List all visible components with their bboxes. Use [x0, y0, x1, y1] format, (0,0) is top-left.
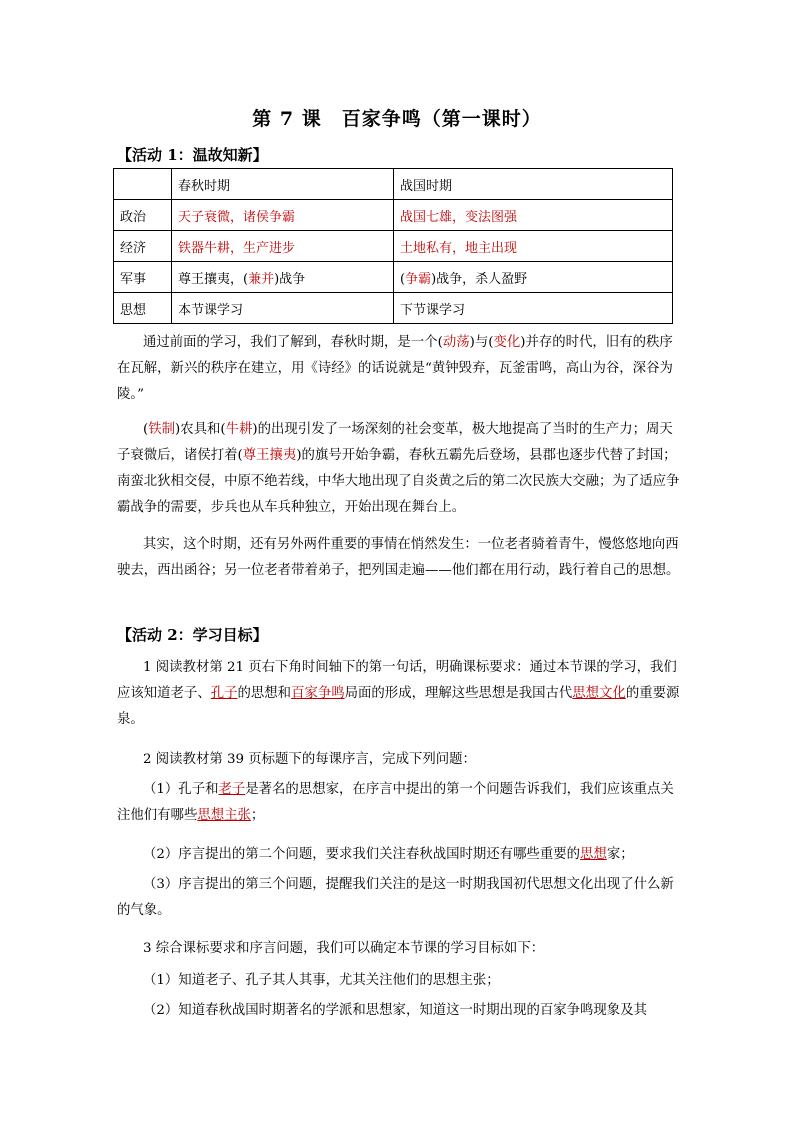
table-header-cell: 春秋时期: [172, 169, 394, 200]
comparison-table: [113, 168, 673, 324]
table-row: [114, 231, 673, 262]
answer-text: 孔子: [210, 686, 238, 701]
question-1: [117, 777, 682, 829]
spring-cell: 本节课学习: [172, 293, 394, 324]
learning-goal-2: （2）知道春秋战国时期著名的学派和思想家，知道这一时期出现的百家争鸣现象及其: [143, 1003, 647, 1018]
answer-text: 争霸: [405, 271, 432, 287]
table-header-row: [114, 169, 673, 200]
answer-text: 动荡: [442, 335, 470, 350]
paragraph-intro: [117, 330, 682, 408]
paragraph-society: [117, 417, 682, 521]
para-text: 的思想和: [237, 686, 292, 701]
activity2-heading: 【活动 2：学习目标】: [117, 626, 268, 644]
spring-cell: [172, 262, 394, 293]
para-text: 的重要源泉。: [117, 686, 680, 727]
table-header-cell: [114, 169, 172, 200]
para-text: 家；: [606, 847, 634, 862]
para-text: 是著名的思想家，在序言中提出的第一个问题告诉我们，我们应该重点关注他们有哪些: [117, 782, 674, 823]
para-text: )的旗号开始争霸，春秋五霸先后登场，县郡也逐步代替了封国；南蛮北狄相交侵，中原不绝若线，中华大地出现了自炎黄之后的第二次民族大交融；为了适应争霸战争的需要，步兵也从车兵种独立，开始出现在舞台上。: [117, 448, 680, 515]
warring-cell: [394, 262, 673, 293]
para-text: （1）孔子和: [143, 782, 219, 797]
answer-text: 尊王攘夷: [242, 448, 297, 463]
para-text: )农具和(: [175, 422, 226, 437]
row-label: 经济: [114, 231, 172, 262]
table-header-cell: 战国时期: [394, 169, 673, 200]
para-text: ；: [250, 808, 265, 823]
question-3: （3）序言提出的第三个问题，提醒我们关注的是这一时期我国初代思想文化出现了什么新的气象。: [117, 877, 674, 918]
goal-item-1: [117, 655, 682, 733]
learning-goal-1: （1）知道老子、孔子其人其事，尤其关注他们的思想主张；: [143, 973, 500, 988]
row-label: 思想: [114, 293, 172, 324]
activity1-heading: 【活动 1：温故知新】: [117, 146, 268, 164]
cell-text: (: [400, 271, 406, 287]
table-row: [114, 262, 673, 293]
spring-cell: 铁器牛耕，生产进步: [172, 231, 394, 262]
answer-text: 兼并: [248, 271, 275, 287]
lesson-title: 第 7 课 百家争鸣（第一课时）: [252, 108, 542, 130]
warring-cell: 土地私有，地主出现: [394, 231, 673, 262]
table-row: [114, 200, 673, 231]
answer-text: 牛耕: [225, 422, 253, 437]
goal-item-2: 2 阅读教材第 39 页标题下的每课序言，完成下列问题：: [143, 752, 476, 767]
answer-text: 思想主张: [197, 808, 251, 823]
spring-cell: 天子衰微，诸侯争霸: [172, 200, 394, 231]
paragraph-thinkers: 其实，这个时期，还有另外两件重要的事情在悄然发生：一位老者骑着青牛，慢悠悠地向西驶去，西出函谷；另一位老者带着弟子，把列国走遍——他们都在用行动，践行着自己的思想。: [117, 537, 680, 578]
answer-text: 思想: [580, 847, 607, 862]
para-text: 通过前面的学习，我们了解到，春秋时期，是一个(: [143, 335, 443, 350]
answer-text: 思想文化: [572, 686, 626, 701]
para-text: )并存的时代，旧有的秩序在瓦解，新兴的秩序在建立，用《诗经》的话说就是“黄钟毁弃，瓦釜雷鸣，高山为谷，深谷为陵。”: [117, 335, 673, 402]
warring-cell: 下节课学习: [394, 293, 673, 324]
para-text: 局面的形成，理解这些思想是我国古代: [344, 686, 573, 701]
warring-cell: 战国七雄，变法图强: [394, 200, 673, 231]
answer-text: 铁制: [148, 422, 176, 437]
row-label: 政治: [114, 200, 172, 231]
para-text: )与(: [469, 335, 494, 350]
cell-text: 尊王攘夷，(: [178, 271, 249, 287]
para-text: )的出现引发了一场深刻的社会变革，极大地提高了当时的生产力；周天子衰微后，诸侯打着(: [117, 422, 673, 463]
row-label: 军事: [114, 262, 172, 293]
goal-item-3: 3 综合课标要求和序言问题，我们可以确定本节课的学习目标如下：: [143, 941, 545, 956]
para-text: （2）序言提出的第二个问题，要求我们关注春秋战国时期还有哪些重要的: [143, 847, 581, 862]
cell-text: )战争，杀人盈野: [431, 271, 528, 287]
para-text: (: [143, 422, 149, 437]
cell-text: )战争: [274, 271, 306, 287]
answer-text: 老子: [218, 782, 246, 797]
answer-text: 变化: [493, 335, 521, 350]
para-text: 1 阅读教材第 21 页右下角时间轴下的第一句话，明确课标要求：通过本节课的学习，我们应该知道老子、: [117, 660, 677, 701]
question-2: [117, 842, 682, 868]
table-row: [114, 293, 673, 324]
answer-text: 百家争鸣: [291, 686, 345, 701]
